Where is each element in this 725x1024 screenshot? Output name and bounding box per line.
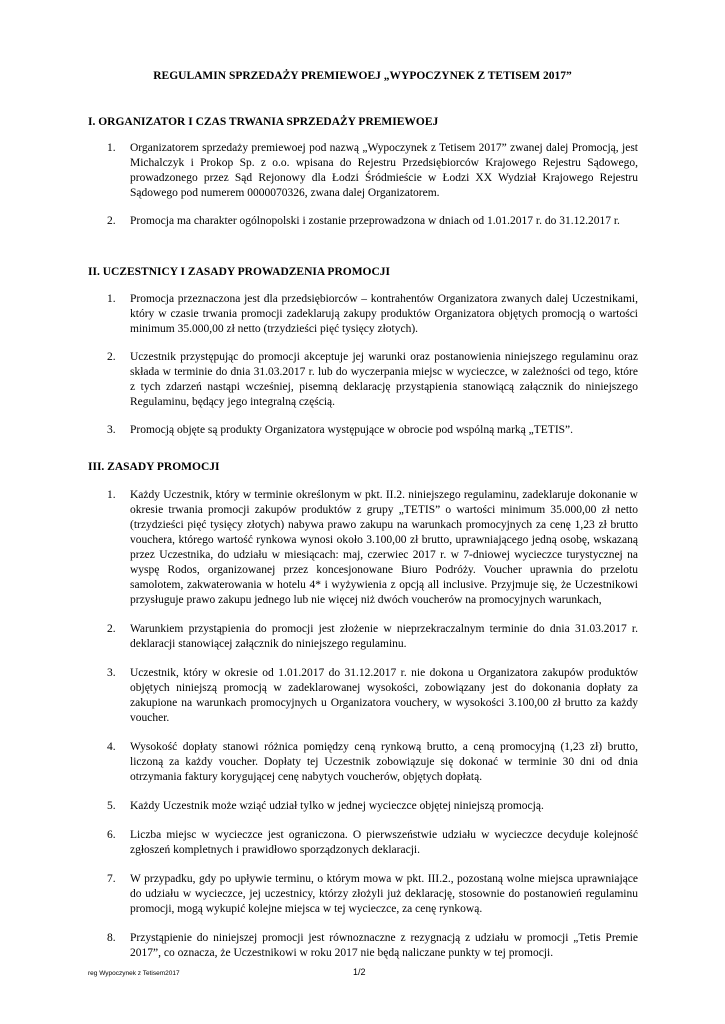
list-item	[88, 423, 638, 438]
list-item	[88, 214, 638, 229]
item-text: Promocja ma charakter ogólnopolski i zostanie przeprowadzona w dniach od 1.01.2017 r. do 31.12.2017 r.	[130, 215, 620, 227]
footer-page-number: 1/2	[353, 967, 366, 977]
section-heading: I. ORGANIZATOR I CZAS TRWANIA SPRZEDAŻY PREMIEWOEJ	[88, 116, 439, 128]
item-number: 1.	[107, 142, 116, 154]
list-item	[88, 740, 638, 785]
item-number: 2.	[107, 351, 116, 363]
item-number: 5.	[107, 800, 116, 812]
list-item	[88, 141, 638, 201]
list-item	[88, 799, 638, 814]
list-item	[88, 828, 638, 858]
list-item	[88, 872, 638, 917]
section-heading: II. UCZESTNICY I ZASADY PROWADZENIA PROMOCJI	[88, 266, 391, 278]
list-item	[88, 666, 638, 726]
item-text: Organizatorem sprzedaży premiewoej pod nazwą „Wypoczynek z Tetisem 2017” zwanej dalej Promocją, jest Michalczyk i Prokop Sp. z o.o. wpisana do Rejestru Przedsiębiorców Krajowego Rejestru Sądowego, prowadzonego przez Sąd Rejonowy dla Łodzi Śródmieście w Łodzi XX Wydział Krajowego Rejestru Sądowego pod numerem 0000070326, zwana dalej Organizatorem.	[130, 142, 638, 199]
item-text: Przystąpienie do niniejszej promocji jest równoznaczne z rezygnacją z udziału w promocji „Tetis Premie 2017”, co oznacza, że Uczestnikowi w roku 2017 nie będą naliczane punkty w tej promocji.	[130, 932, 638, 959]
item-text: Promocja przeznaczona jest dla przedsiębiorców – kontrahentów Organizatora zwanych dalej Uczestnikami, który w czasie trwania promocji zadeklarują zakupy produktów Organizatora objętych promocją o wartości minimum 35.000,00 zł netto (trzydzieści pięć tysięcy złotych).	[130, 293, 638, 335]
item-number: 7.	[107, 873, 116, 885]
item-number: 2.	[107, 215, 116, 227]
item-text: Liczba miejsc w wycieczce jest ograniczona. O pierwszeństwie udziału w wycieczce decyduje kolejność zgłoszeń kompletnych i prawidłowo sporządzonych deklaracji.	[130, 829, 638, 856]
list-item	[88, 931, 638, 961]
section-list	[88, 488, 638, 961]
item-number: 1.	[107, 293, 116, 305]
list-item	[88, 292, 638, 337]
item-number: 2.	[107, 623, 116, 635]
list-item	[88, 488, 638, 608]
item-text: Uczestnik przystępując do promocji akceptuje jej warunki oraz postanowienia niniejszego regulaminu oraz składa w terminie do dnia 31.03.2017 r. lub do wyczerpania miejsc w wycieczce, w zależności od tego, które z tych zdarzeń nastąpi wcześniej, pisemną deklarację przystąpienia stanowiącą załącznik do niniejszego Regulaminu, będący jego integralną częścią.	[130, 351, 638, 408]
item-text: Promocją objęte są produkty Organizatora występujące w obrocie pod wspólną marką „TETIS”.	[130, 424, 574, 436]
item-text: Wysokość dopłaty stanowi różnica pomiędzy ceną rynkową brutto, a ceną promocyjną (1,23 zł) brutto, liczoną za każdy voucher. Dopłaty tej Uczestnik zobowiązuje się dokonać w terminie 30 dni od dnia otrzymania faktury korygującej cenę nabytych voucherów, objętych dopłatą.	[130, 741, 638, 783]
section-participants	[88, 266, 638, 438]
footer-document-name: reg Wypoczynek z Tetisem2017	[88, 970, 180, 977]
item-number: 3.	[107, 424, 116, 436]
item-text: Warunkiem przystąpienia do promocji jest złożenie w nieprzekraczalnym terminie do dnia 31.03.2017 r. deklaracji stanowiącej załącznik do niniejszego regulaminu.	[130, 623, 638, 650]
item-number: 3.	[107, 667, 116, 679]
section-list	[88, 292, 638, 438]
section-list	[88, 141, 638, 229]
item-text: Każdy Uczestnik może wziąć udział tylko w jednej wycieczce objętej niniejszą promocją.	[130, 800, 544, 812]
list-item	[88, 350, 638, 410]
section-heading: III. ZASADY PROMOCJI	[88, 461, 220, 473]
item-text: W przypadku, gdy po upływie terminu, o którym mowa w pkt. III.2., pozostaną wolne miejsca uprawniające do udziału w wycieczce, jej uczestnicy, którzy złożyli już deklarację, stosownie do postanowień regulaminu promocji, mogą wykupić kolejne miejsca w tej wycieczce, za cenę rynkową.	[130, 873, 638, 915]
item-number: 8.	[107, 932, 116, 944]
item-number: 4.	[107, 741, 116, 753]
item-number: 6.	[107, 829, 116, 841]
section-organizer	[88, 116, 638, 229]
document-title: REGULAMIN SPRZEDAŻY PREMIEWOEJ „WYPOCZYNEK Z TETISEM 2017”	[153, 70, 572, 82]
section-rules	[88, 461, 638, 961]
list-item	[88, 622, 638, 652]
item-number: 1.	[107, 489, 116, 501]
item-text: Uczestnik, który w okresie od 1.01.2017 do 31.12.2017 r. nie dokona u Organizatora zakupów produktów objętych niniejszą promocją w zadeklarowanej wysokości, zobowiązany jest do dokonania dopłaty za zakupione na warunkach promocyjnych u Organizatora vouchery, w wysokości 3.100,00 zł brutto za każdy voucher.	[130, 667, 638, 724]
item-text: Każdy Uczestnik, który w terminie określonym w pkt. II.2. niniejszego regulaminu, zadeklaruje dokonanie w okresie trwania promocji zakupów produktów z grupy „TETIS” o wartości minimum 35.000,00 zł netto (trzydzieści pięć tysięcy złotych) nabywa prawo zakupu na warunkach promocyjnych za cenę 1,23 zł brutto vouchera, którego wartość rynkowa wynosi około 3.100,00 zł brutto, uprawniającego jedną osobę, wskazaną przez Uczestnika, do udziału w miesiącach: maj, czerwiec 2017 r. w 7-dniowej wycieczce turystycznej na wyspę Rodos, organizowanej przez koncesjonowane Biuro Podróży. Voucher uprawnia do przelotu samolotem, zakwaterowania w hotelu 4* i wyżywienia z opcją all inclusive. Przyjmuje się, że Uczestnikowi przysługuje prawo zakupu jednego lub nie więcej niż dwóch voucherów na promocyjnych warunkach,	[130, 489, 638, 606]
